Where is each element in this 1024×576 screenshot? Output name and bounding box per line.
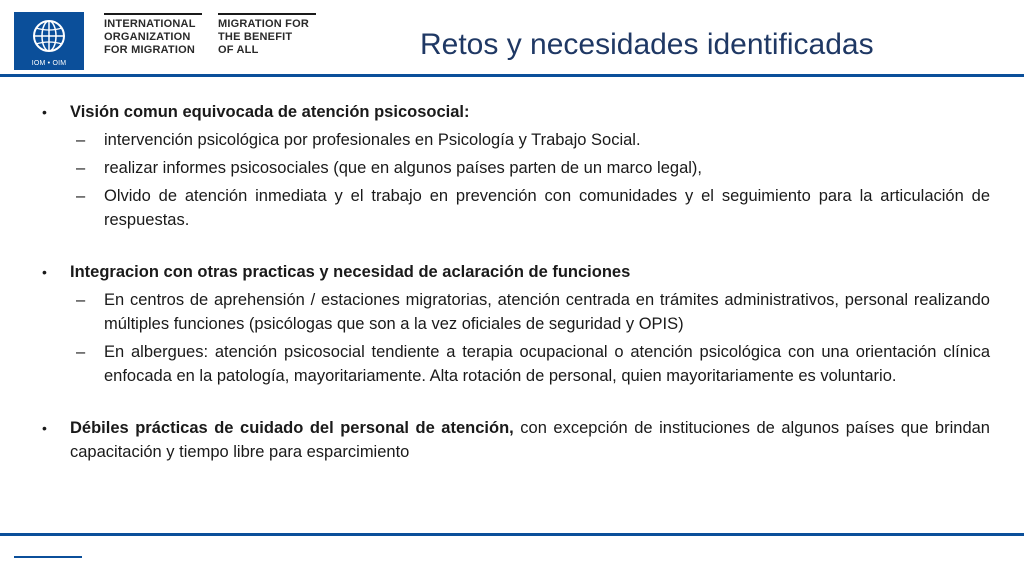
sub-item [42, 288, 990, 336]
org-name-line: FOR MIGRATION [104, 44, 195, 56]
org-name-line: ORGANIZATION [104, 31, 191, 43]
sub-item [42, 156, 990, 180]
bullet-item [42, 260, 990, 284]
dash-icon: – [76, 131, 86, 149]
org-slogan [218, 18, 309, 57]
sub-item [42, 340, 990, 388]
sub-item [42, 184, 990, 232]
org-name-line: INTERNATIONAL [104, 18, 196, 30]
sub-item-text: intervención psicológica por profesionales en Psicología y Trabajo Social. [104, 131, 641, 149]
header-divider [0, 74, 1024, 77]
dash-icon: – [76, 187, 86, 205]
bullet-item [42, 100, 990, 124]
dash-icon: – [76, 159, 86, 177]
slide-title: Retos y necesidades identificadas [420, 28, 874, 61]
bullet-item [42, 416, 990, 464]
logo-caption: IOM • OIM [31, 60, 67, 67]
slogan-line: OF ALL [218, 44, 259, 56]
slogan-line: THE BENEFIT [218, 31, 293, 43]
sub-item-text: En albergues: atención psicosocial tendiente a terapia ocupacional o atención psicológica con una orientación clínica enfocada en la patología, mayoritariamente. Alta rotación de personal, quien mayoritariamente es voluntario. [104, 343, 990, 385]
bullet-icon: • [42, 420, 47, 436]
sub-item-text: Olvido de atención inmediata y el trabajo en prevención con comunidades y el seguimiento para la articulación de respuestas. [104, 187, 990, 229]
bullet-heading: Débiles prácticas de cuidado del personal de atención, [70, 419, 514, 437]
iom-logo [14, 12, 84, 70]
dash-icon: – [76, 291, 86, 309]
org-name [104, 18, 196, 57]
sub-item-text: realizar informes psicosociales (que en algunos países parten de un marco legal), [104, 159, 702, 177]
footer-divider [0, 533, 1024, 536]
bullet-icon: • [42, 264, 47, 280]
slogan-line: MIGRATION FOR [218, 18, 309, 30]
slide-content [42, 100, 990, 464]
bullet-icon: • [42, 104, 47, 120]
bullet-heading: Integracion con otras practicas y necesidad de aclaración de funciones [70, 263, 631, 281]
sub-item [42, 128, 990, 152]
bullet-heading: Visión comun equivocada de atención psicosocial: [70, 103, 470, 121]
sub-item-text: En centros de aprehensión / estaciones migratorias, atención centrada en trámites administrativos, personal realizando múltiples funciones (psicólogas que son a la vez oficiales de seguridad y OPIS) [104, 291, 990, 333]
footer-accent [14, 556, 82, 558]
dash-icon: – [76, 343, 86, 361]
bullet-text: con excepción de instituciones de algunos países que brindan capacitación y tiempo libre para esparcimiento [70, 419, 990, 461]
